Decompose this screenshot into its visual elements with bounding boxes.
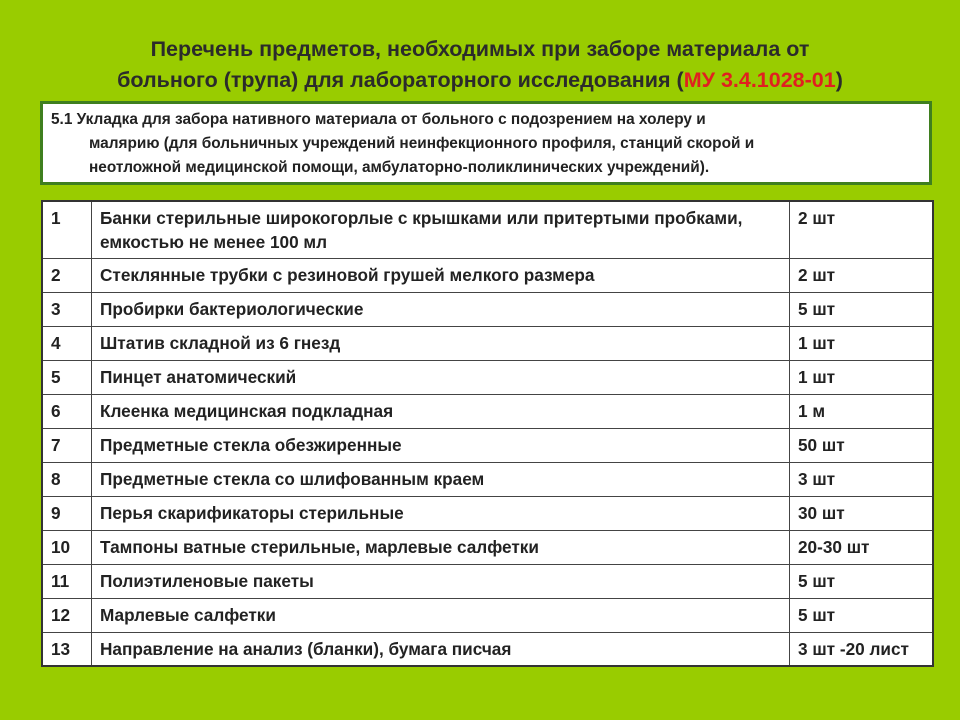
item-name: Предметные стекла со шлифованным краем [92,463,790,497]
item-name: Клеенка медицинская подкладная [92,395,790,429]
row-number: 2 [42,259,92,293]
table-row [42,497,933,531]
item-quantity: 5 шт [790,293,934,327]
table-row [42,463,933,497]
row-number: 6 [42,395,92,429]
table-row [42,259,933,293]
row-number: 7 [42,429,92,463]
item-name: Предметные стекла обезжиренные [92,429,790,463]
title-line-2-suffix: ) [835,68,843,92]
table-row [42,395,933,429]
kit-description-box [40,101,932,185]
table-row [42,565,933,599]
item-quantity: 3 шт -20 лист [790,633,934,667]
item-name: Полиэтиленовые пакеты [92,565,790,599]
title-line-2 [30,65,930,96]
table-row [42,327,933,361]
item-quantity: 1 м [790,395,934,429]
item-name: Пробирки бактериологические [92,293,790,327]
kit-description-line-3: неотложной медицинской помощи, амбулаторно-поликлинических учреждений). [89,159,710,176]
row-number: 1 [42,201,92,259]
item-name: Штатив складной из 6 гнезд [92,327,790,361]
item-quantity: 5 шт [790,599,934,633]
page-title [30,34,930,96]
item-quantity: 3 шт [790,463,934,497]
table-row [42,633,933,667]
item-name: Банки стерильные широкогорлые с крышками или притертыми пробками, емкостью не менее 100 мл [92,201,790,259]
item-name: Перья скарификаторы стерильные [92,497,790,531]
items-table-body [42,201,933,666]
row-number: 13 [42,633,92,667]
item-quantity: 1 шт [790,361,934,395]
table-row [42,361,933,395]
item-name: Тампоны ватные стерильные, марлевые салфетки [92,531,790,565]
row-number: 9 [42,497,92,531]
row-number: 3 [42,293,92,327]
kit-description-line-2: малярию (для больничных учреждений неинфекционного профиля, станций скорой и [89,135,755,152]
title-line-1: Перечень предметов, необходимых при заборе материала от [150,37,810,61]
item-quantity: 1 шт [790,327,934,361]
item-quantity: 2 шт [790,201,934,259]
item-quantity: 30 шт [790,497,934,531]
row-number: 11 [42,565,92,599]
item-quantity: 50 шт [790,429,934,463]
table-row [42,599,933,633]
row-number: 5 [42,361,92,395]
regulation-reference: МУ 3.4.1028-01 [683,68,836,92]
row-number: 8 [42,463,92,497]
item-quantity: 5 шт [790,565,934,599]
table-row [42,293,933,327]
table-row [42,531,933,565]
kit-description-line-1: 5.1 Укладка для забора нативного материала от больного с подозрением на холеру и [51,111,706,128]
item-name: Пинцет анатомический [92,361,790,395]
row-number: 10 [42,531,92,565]
item-name: Марлевые салфетки [92,599,790,633]
items-table [41,200,934,667]
row-number: 4 [42,327,92,361]
item-name: Направление на анализ (бланки), бумага писчая [92,633,790,667]
title-line-2-prefix: больного (трупа) для лабораторного исследования ( [117,68,684,92]
item-quantity: 20-30 шт [790,531,934,565]
item-quantity: 2 шт [790,259,934,293]
table-row [42,201,933,259]
item-name: Стеклянные трубки с резиновой грушей мелкого размера [92,259,790,293]
row-number: 12 [42,599,92,633]
table-row [42,429,933,463]
